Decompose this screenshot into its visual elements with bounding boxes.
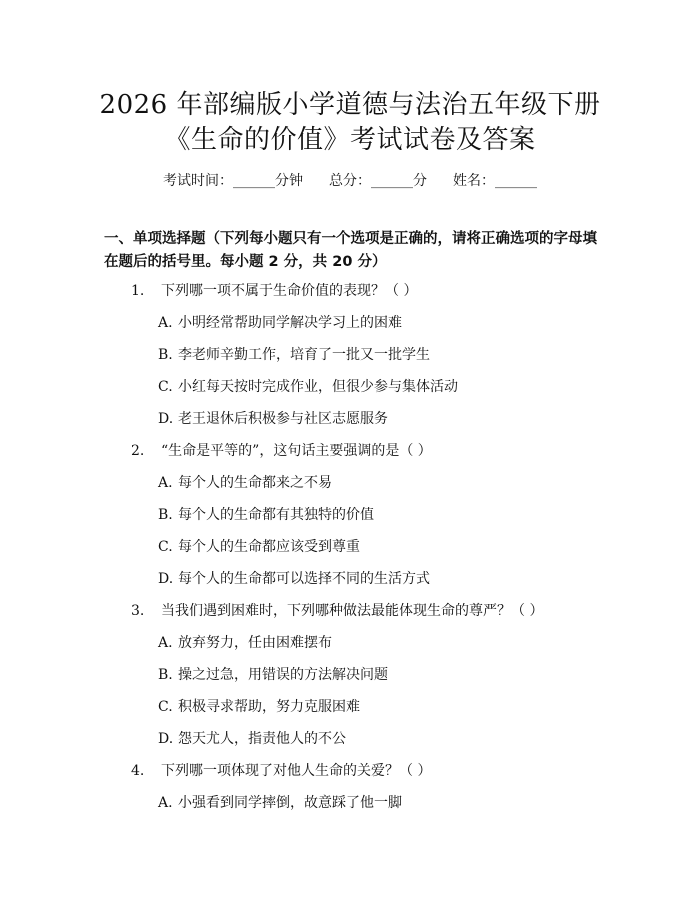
option-letter: A.	[158, 795, 173, 811]
option-letter: C.	[158, 539, 173, 555]
option-letter: D.	[158, 731, 174, 747]
question-number: 3.	[131, 603, 145, 619]
question-number: 1.	[131, 283, 145, 299]
option-text: 小明经常帮助同学解决学习上的困难	[178, 315, 402, 331]
question-text: 下列哪一项体现了对他人生命的关爱？（ ）	[161, 763, 432, 779]
option-text: 小强看到同学摔倒，故意踩了他一脚	[178, 795, 402, 811]
option-text: 每个人的生命都应该受到尊重	[178, 539, 360, 555]
option-text: 每个人的生命都有其独特的价值	[178, 507, 374, 523]
option-text: 积极寻求帮助，努力克服困难	[178, 699, 360, 715]
question-4	[131, 762, 431, 780]
option-text: 操之过急，用错误的方法解决问题	[178, 667, 388, 683]
option-letter: D.	[158, 411, 174, 427]
question-1	[131, 282, 417, 300]
question-2-option-c	[158, 538, 360, 556]
option-text: 怨天尤人，指责他人的不公	[178, 731, 346, 747]
total-score-field: 总分：______分	[329, 173, 427, 189]
question-3-option-a	[158, 634, 332, 652]
option-text: 小红每天按时完成作业，但很少参与集体活动	[178, 379, 458, 395]
question-3-option-c	[158, 698, 360, 716]
option-letter: B.	[158, 667, 173, 683]
option-letter: C.	[158, 699, 173, 715]
exam-time-field: 考试时间：______分钟	[163, 173, 303, 189]
option-text: 老王退休后积极参与社区志愿服务	[178, 411, 388, 427]
option-letter: C.	[158, 379, 173, 395]
option-letter: A.	[158, 315, 173, 331]
question-1-option-b	[158, 346, 430, 364]
question-3-option-d	[158, 730, 346, 748]
exam-info-line	[0, 170, 700, 190]
question-1-option-c	[158, 378, 458, 396]
question-text: 当我们遇到困难时，下列哪种做法最能体现生命的尊严？（ ）	[161, 603, 544, 619]
option-text: 每个人的生命都来之不易	[178, 475, 332, 491]
exam-title-line1: 2026 年部编版小学道德与法治五年级下册	[99, 90, 601, 120]
option-letter: B.	[158, 507, 173, 523]
section-heading: 一、单项选择题（下列每小题只有一个选项是正确的，请将正确选项的字母填在题后的括号里。每小题 2 分，共 20 分）	[104, 231, 597, 270]
option-text: 李老师辛勤工作，培育了一批又一批学生	[178, 347, 430, 363]
question-4-option-a	[158, 794, 402, 812]
question-1-option-d	[158, 410, 388, 428]
option-text: 放弃努力，任由困难摆布	[178, 635, 332, 651]
question-number: 4.	[131, 763, 145, 779]
option-text: 每个人的生命都可以选择不同的生活方式	[178, 571, 430, 587]
question-2-option-d	[158, 570, 430, 588]
option-letter: A.	[158, 475, 173, 491]
option-letter: B.	[158, 347, 173, 363]
question-3	[131, 602, 543, 620]
option-letter: D.	[158, 571, 174, 587]
question-text: 下列哪一项不属于生命价值的表现？（ ）	[161, 283, 418, 299]
question-2-option-b	[158, 506, 374, 524]
student-name-field: 姓名：______	[453, 173, 537, 189]
question-1-option-a	[158, 314, 402, 332]
option-letter: A.	[158, 635, 173, 651]
question-2-option-a	[158, 474, 332, 492]
question-number: 2.	[131, 443, 145, 459]
exam-title-line2: 《生命的价值》考试试卷及答案	[164, 125, 536, 155]
question-text: “生命是平等的”，这句话主要强调的是（ ）	[161, 443, 432, 459]
question-3-option-b	[158, 666, 388, 684]
question-2	[131, 442, 432, 460]
